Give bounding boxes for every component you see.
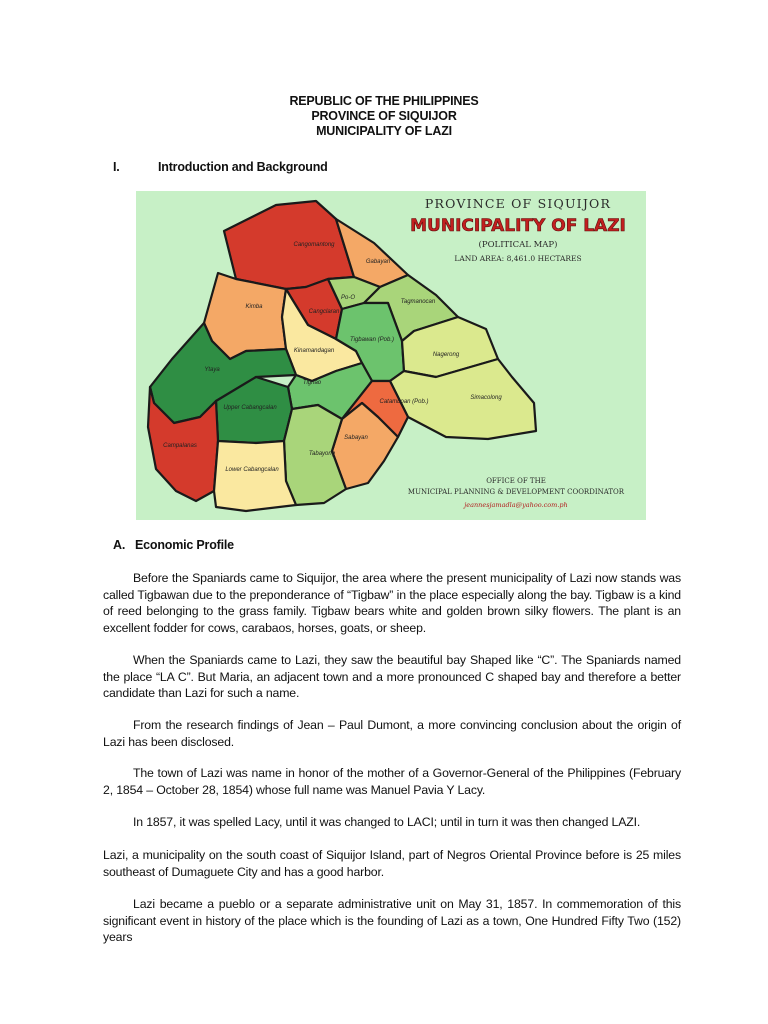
map-land-area: LAND AREA: 8,461.0 HECTARES <box>454 254 582 263</box>
paragraph-location: Lazi, a municipality on the south coast of Siquijor Island, part of Negros Oriental Province before is 25 miles southeast of Dumaguete City and has a good harbor. <box>103 848 681 879</box>
label-upper-cabangcalan: Upper Cabangcalan <box>223 405 277 411</box>
map-office-line1: OFFICE OF THE <box>486 477 546 485</box>
section-title: Introduction and Background <box>158 160 328 174</box>
label-catamboan: Catamboan (Pob.) <box>379 399 429 405</box>
header-municipality: MUNICIPALITY OF LAZI <box>316 124 452 138</box>
map-svg <box>136 191 646 520</box>
section-number: I. <box>113 160 120 174</box>
label-kinamandagan: Kinamandagan <box>293 348 335 354</box>
label-ytaya: Ytaya <box>204 367 220 373</box>
map-title: MUNICIPALITY OF LAZI <box>410 216 626 236</box>
paragraph-research-findings: From the research findings of Jean – Paul Dumont, a more convincing conclusion about the origin of Lazi has been disclosed. <box>103 718 681 749</box>
map-province-title: PROVINCE OF SIQUIJOR <box>424 196 612 211</box>
label-cangclaran: Cangclaran <box>308 309 340 315</box>
paragraph-spelling-changes: In 1857, it was spelled Lacy, until it was changed to LACI; until in turn it was then changed LAZI. <box>133 815 641 829</box>
section-title: Economic Profile <box>135 538 234 552</box>
label-nagerong: Nagerong <box>432 352 460 358</box>
label-cangomantong: Cangomantong <box>293 242 335 248</box>
paragraph-la-c-name: When the Spaniards came to Lazi, they saw the beautiful bay Shaped like “C”. The Spaniards named the place “LA C”. But Maria, an adjacent town and a more pronounced C shaped bay and therefore a better candidate than Lazi for such a name. <box>103 653 681 701</box>
political-map <box>136 191 646 520</box>
header-republic: REPUBLIC OF THE PHILIPPINES <box>289 94 479 108</box>
label-simacolong: Simacolong <box>470 395 502 401</box>
section-number: A. <box>113 538 126 552</box>
label-tagmanocan: Tagmanocan <box>400 299 436 305</box>
barangay-lower-cabangcalan-region <box>214 441 296 511</box>
document-header <box>0 94 768 139</box>
label-kimba: Kimba <box>245 304 263 310</box>
label-gabayan: Gabayan <box>365 259 391 265</box>
paragraph-governor-general: The town of Lazi was name in honor of the mother of a Governor-General of the Philippines (February 2, 1854 – October 28, 1854) whose full name was Manuel Pavia Y Lacy. <box>103 766 681 797</box>
label-tigbawan: Tigbawan (Pob.) <box>350 337 394 343</box>
label-tabayong: Tabayong <box>308 451 336 457</box>
label-sabayan: Sabayan <box>344 435 368 441</box>
label-lower-cabangcalan: Lower Cabangcalan <box>225 467 279 473</box>
label-campalanas: Campalanas <box>163 443 197 449</box>
map-email: jeannesjamadla@yahoo.com.ph <box>464 501 568 509</box>
map-office-line2: MUNICIPAL PLANNING & DEVELOPMENT COORDINATOR <box>407 488 625 496</box>
label-tignao: Tignao <box>302 380 322 386</box>
paragraph-tigbawan-origin: Before the Spaniards came to Siquijor, the area where the present municipality of Lazi now stands was called Tigbawan due to the preponderance of “Tigbaw” in the place especially along the bay. Tigbaw is a kind of reed belonging to the grass family. Tigbaw bears white and golden brown silky flowers. The plant is an excellent fodder for cows, carabaos, horses, goats, or sheep. <box>103 571 681 636</box>
label-po-o: Po-O <box>340 295 356 301</box>
header-province: PROVINCE OF SIQUIJOR <box>311 109 457 123</box>
map-subtitle: (POLITICAL MAP) <box>478 240 558 250</box>
paragraph-pueblo-founding: Lazi became a pueblo or a separate administrative unit on May 31, 1857. In commemoration of this significant event in history of the place which is the founding of Lazi as a town, One Hundred Fifty Two (152) years <box>103 897 681 945</box>
